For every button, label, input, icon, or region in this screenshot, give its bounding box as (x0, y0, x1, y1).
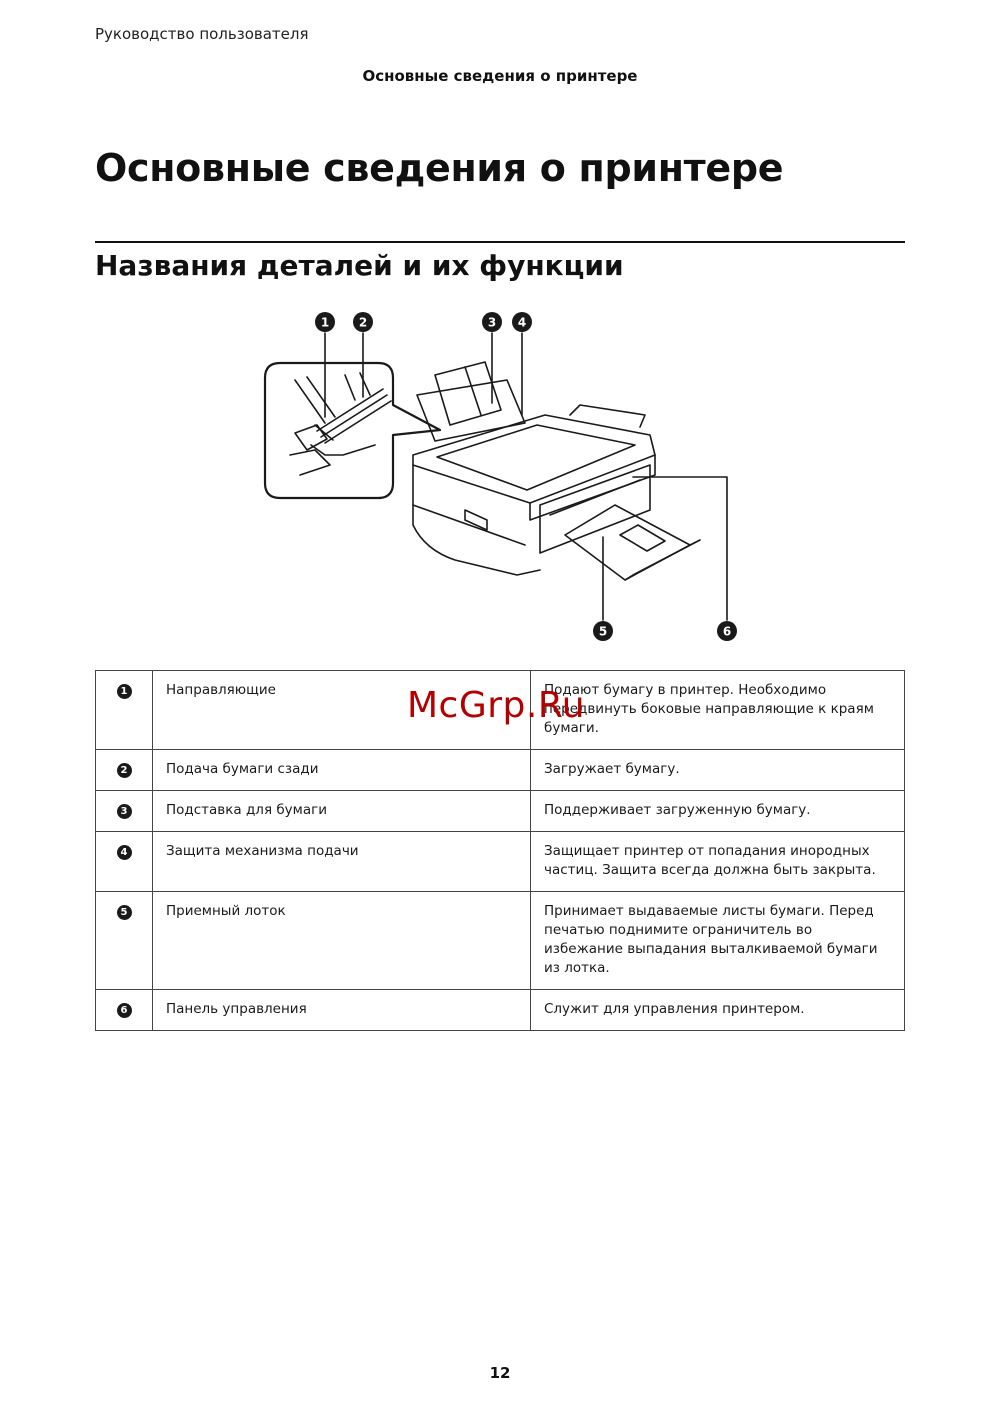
part-description: Служит для управления принтером. (531, 990, 905, 1031)
part-name: Приемный лоток (153, 892, 531, 990)
number-badge: 3 (117, 804, 132, 819)
number-badge: 6 (117, 1003, 132, 1018)
part-name: Подача бумаги сзади (153, 750, 531, 791)
number-badge: 1 (117, 684, 132, 699)
svg-text:1: 1 (320, 315, 330, 330)
chapter-title: Основные сведения о принтере (95, 146, 784, 190)
part-name: Защита механизма подачи (153, 832, 531, 892)
callout-4 (512, 312, 532, 332)
section-head: Основные сведения о принтере (362, 67, 638, 85)
svg-text:3: 3 (487, 315, 497, 330)
part-description: Поддерживает загруженную бумагу. (531, 791, 905, 832)
part-number (96, 791, 153, 832)
number-badge: 2 (117, 763, 132, 778)
callout-5 (593, 621, 613, 641)
running-head: Руководство пользователя (95, 25, 309, 43)
number-badge: 5 (117, 905, 132, 920)
watermark: McGrp.Ru (407, 685, 586, 726)
part-name: Направляющие (153, 671, 531, 750)
callout-1 (315, 312, 335, 332)
part-description: Подают бумагу в принтер. Необходимо передвинуть боковые направляющие к краям бумаги. (531, 671, 905, 750)
svg-text:2: 2 (358, 315, 368, 330)
part-number (96, 990, 153, 1031)
part-description: Загружает бумагу. (531, 750, 905, 791)
table-row (96, 832, 905, 892)
callout-6 (717, 621, 737, 641)
table-row (96, 892, 905, 990)
table-row (96, 750, 905, 791)
part-number (96, 671, 153, 750)
callout-3 (482, 312, 502, 332)
part-number (96, 750, 153, 791)
subsection-title: Названия деталей и их функции (95, 249, 624, 282)
table-row (96, 791, 905, 832)
number-badge: 4 (117, 845, 132, 860)
part-name: Подставка для бумаги (153, 791, 531, 832)
svg-text:6: 6 (722, 624, 732, 639)
part-number (96, 892, 153, 990)
printer-diagram (255, 305, 755, 650)
part-number (96, 832, 153, 892)
svg-text:4: 4 (517, 315, 527, 330)
part-name: Панель управления (153, 990, 531, 1031)
part-description: Защищает принтер от попадания инородных частиц. Защита всегда должна быть закрыта. (531, 832, 905, 892)
part-description: Принимает выдаваемые листы бумаги. Перед печатью поднимите ограничитель во избежание выпадания выталкиваемой бумаги из лотка. (531, 892, 905, 990)
heading-rule (95, 241, 905, 243)
table-row (96, 990, 905, 1031)
callout-2 (353, 312, 373, 332)
svg-text:5: 5 (598, 624, 608, 639)
page-number: 12 (489, 1364, 511, 1382)
printer-illustration (255, 305, 755, 650)
